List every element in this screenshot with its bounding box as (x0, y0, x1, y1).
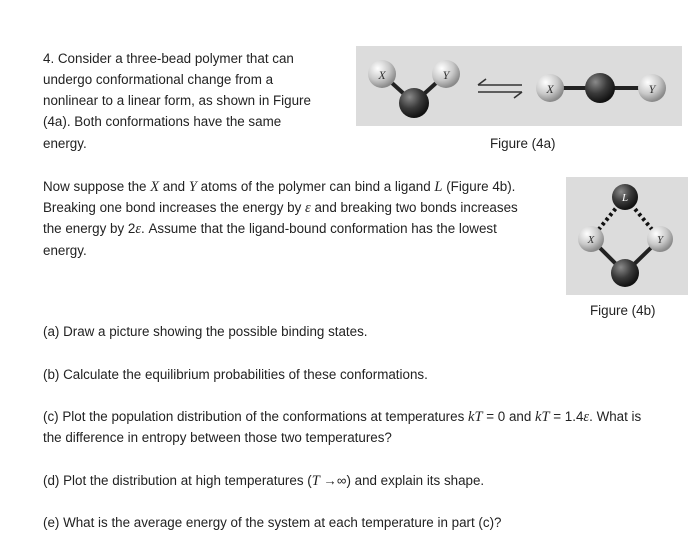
bead-middle-linear (585, 73, 615, 103)
q4-line-4: (4a). Both conformations have the same (43, 114, 282, 129)
equilibrium-arrows-icon (478, 79, 522, 98)
bead-middle-bound (611, 259, 639, 287)
part-e: (e) What is the average energy of the system at each temperature in part (c)? (43, 515, 502, 530)
bead-y-bound-label: Y (656, 234, 664, 246)
bead-x-bound-label: X (587, 234, 595, 246)
figure-4a-diagram (356, 46, 682, 126)
bead-y-bent-label: Y (442, 68, 450, 82)
ligand-l-label: L (621, 192, 629, 204)
bead-middle-bent (399, 88, 429, 118)
part-a: (a) Draw a picture showing the possible binding states. (43, 324, 368, 339)
figure-4a-caption: Figure (4a) (490, 136, 556, 151)
part-d: (d) Plot the distribution at high temperatures (T →∞) and explain its shape. (43, 473, 485, 489)
bead-y-linear-label: Y (648, 82, 656, 96)
q4-line-3: nonlinear to a linear form, as shown in Figure (43, 93, 311, 108)
para2-line-4: energy. (43, 243, 87, 258)
bead-x-linear-label: X (546, 82, 554, 96)
bead-x-bent-label: X (378, 68, 386, 82)
q4-line-1: 4. Consider a three-bead polymer that can (43, 51, 294, 66)
q4-line-5: energy. (43, 136, 87, 151)
para2-line-3: the energy by 2ε. Assume that the ligand-bound conformation has the lowest (43, 221, 497, 237)
part-c-line-2: the difference in entropy between those two temperatures? (43, 430, 392, 445)
para2-line-2: Breaking one bond increases the energy by ε and breaking two bonds increases (43, 200, 518, 216)
figure-4b (566, 177, 688, 295)
para2-line-1: Now suppose the X and Y atoms of the polymer can bind a ligand L (Figure 4b). (43, 179, 516, 195)
part-c-line-1: (c) Plot the population distribution of the conformations at temperatures kT = 0 and kT = 1.4ε. What is (43, 409, 642, 425)
figure-4a (356, 46, 682, 126)
q4-line-2: undergo conformational change from a (43, 72, 274, 87)
figure-4b-diagram (566, 177, 688, 295)
figure-4b-caption: Figure (4b) (590, 303, 656, 318)
part-b: (b) Calculate the equilibrium probabilities of these conformations. (43, 367, 428, 382)
